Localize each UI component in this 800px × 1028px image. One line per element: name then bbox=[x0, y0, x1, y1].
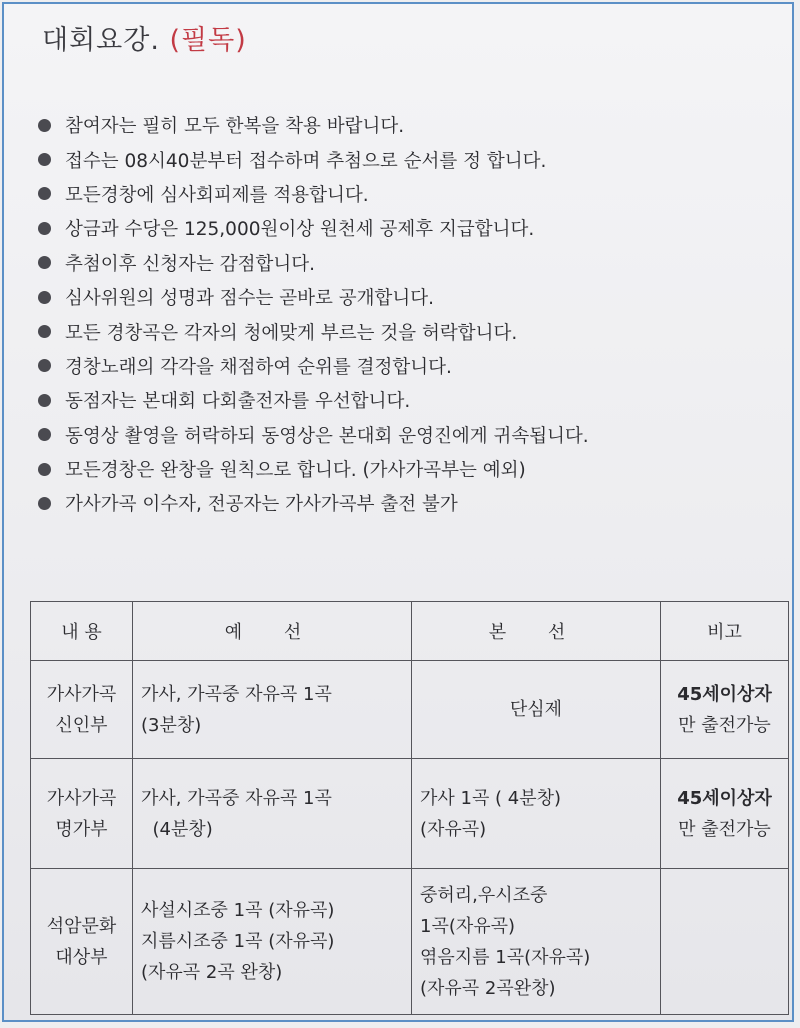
prelim-cell bbox=[133, 869, 412, 1015]
final-line: 중허리,우시조중 bbox=[420, 884, 548, 906]
final-line: 1곡(자유곡) bbox=[420, 915, 516, 937]
rule-text: 동점자는 본대회 다회출전자를 우선합니다. bbox=[65, 391, 411, 413]
final-line: (자유곡 2곡완창) bbox=[420, 977, 556, 999]
rule-text: 모든경창은 완창을 원칙으로 합니다. (가사가곡부는 예외) bbox=[65, 460, 526, 482]
rule-item bbox=[38, 349, 778, 383]
table-row bbox=[31, 759, 789, 869]
prelim-line: (자유곡 2곡 완창) bbox=[141, 962, 283, 983]
rule-item bbox=[38, 142, 778, 176]
category-line: 명가부 bbox=[55, 818, 108, 840]
rule-text: 동영상 촬영을 허락하되 동영상은 본대회 운영진에게 귀속됩니다. bbox=[65, 425, 589, 447]
category-line: 신인부 bbox=[55, 714, 108, 736]
category-line: 가사가곡 bbox=[46, 683, 117, 705]
note-line: 45세이상자 bbox=[677, 683, 772, 705]
bullet-dot-icon bbox=[38, 497, 51, 510]
note-line: 만 출전가능 bbox=[678, 818, 771, 840]
rule-text: 추첨이후 신청자는 감점합니다. bbox=[65, 253, 315, 275]
header-prelim: 예 선 bbox=[133, 602, 412, 661]
final-cell bbox=[412, 869, 661, 1015]
final-cell bbox=[412, 661, 661, 759]
table-header-row bbox=[31, 602, 789, 661]
bullet-dot-icon bbox=[38, 359, 51, 372]
final-line: 엮음지름 1곡(자유곡) bbox=[420, 946, 591, 968]
final-line: 단심제 bbox=[509, 699, 563, 720]
rule-item bbox=[38, 280, 778, 314]
final-line: 가사 1곡 ( 4분창) bbox=[420, 787, 562, 809]
note-cell bbox=[661, 759, 789, 869]
bullet-dot-icon bbox=[38, 222, 51, 235]
rules-list bbox=[38, 108, 778, 521]
header-final: 본 선 bbox=[412, 602, 661, 661]
rule-text: 모든 경창곡은 각자의 청에맞게 부르는 것을 허락합니다. bbox=[65, 322, 518, 344]
table-row bbox=[31, 869, 789, 1015]
header-note: 비고 bbox=[661, 602, 789, 661]
bullet-dot-icon bbox=[38, 119, 51, 132]
bullet-dot-icon bbox=[38, 153, 51, 166]
category-cell bbox=[31, 869, 133, 1015]
note-line: 만 출전가능 bbox=[678, 714, 771, 736]
rule-item bbox=[38, 452, 778, 486]
rule-item bbox=[38, 418, 778, 452]
rule-item bbox=[38, 246, 778, 280]
rule-text: 경창노래의 각각을 채점하여 순위를 결정합니다. bbox=[65, 356, 452, 378]
prelim-cell bbox=[133, 759, 412, 869]
prelim-cell bbox=[133, 661, 412, 759]
page-title bbox=[42, 18, 247, 57]
title-main: 대회요강. bbox=[42, 25, 160, 56]
table-row bbox=[31, 661, 789, 759]
rule-text: 모든경창에 심사회피제를 적용합니다. bbox=[65, 184, 369, 206]
rule-text: 접수는 08시40분부터 접수하며 추첨으로 순서를 정 합니다. bbox=[65, 150, 547, 172]
prelim-line: 사설시조중 1곡 (자유곡) bbox=[141, 900, 335, 921]
bullet-dot-icon bbox=[38, 256, 51, 269]
rule-item bbox=[38, 314, 778, 348]
bullet-dot-icon bbox=[38, 291, 51, 304]
rule-item bbox=[38, 383, 778, 417]
rule-item bbox=[38, 211, 778, 245]
rule-text: 참여자는 필히 모두 한복을 착용 바랍니다. bbox=[65, 116, 405, 138]
bullet-dot-icon bbox=[38, 463, 51, 476]
bullet-dot-icon bbox=[38, 325, 51, 338]
prelim-line: 지름시조중 1곡 (자유곡) bbox=[141, 931, 335, 952]
final-cell bbox=[412, 759, 661, 869]
prelim-line: (4분창) bbox=[141, 818, 213, 840]
rule-text: 상금과 수당은 125,000원이상 원천세 공제후 지급합니다. bbox=[65, 219, 535, 241]
bullet-dot-icon bbox=[38, 394, 51, 407]
category-cell bbox=[31, 661, 133, 759]
bullet-dot-icon bbox=[38, 428, 51, 441]
rule-item bbox=[38, 486, 778, 520]
competition-table bbox=[30, 601, 789, 1015]
category-cell bbox=[31, 759, 133, 869]
note-cell bbox=[661, 869, 789, 1015]
rule-text: 심사위원의 성명과 점수는 곧바로 공개합니다. bbox=[65, 288, 434, 310]
final-line: (자유곡) bbox=[420, 818, 487, 840]
rule-text: 가사가곡 이수자, 전공자는 가사가곡부 출전 불가 bbox=[65, 494, 458, 516]
rule-item bbox=[38, 177, 778, 211]
category-line: 석암문화 bbox=[46, 915, 117, 937]
bullet-dot-icon bbox=[38, 187, 51, 200]
header-content: 내 용 bbox=[31, 602, 133, 661]
prelim-line: 가사, 가곡중 자유곡 1곡 bbox=[141, 683, 332, 705]
note-line: 45세이상자 bbox=[677, 787, 772, 809]
rule-item bbox=[38, 108, 778, 142]
category-line: 가사가곡 bbox=[46, 787, 117, 809]
category-line: 대상부 bbox=[55, 946, 108, 968]
prelim-line: 가사, 가곡중 자유곡 1곡 bbox=[141, 787, 332, 809]
prelim-line: (3분창) bbox=[141, 714, 202, 736]
document-frame bbox=[2, 2, 794, 1022]
note-cell bbox=[661, 661, 789, 759]
title-note: (필독) bbox=[169, 25, 247, 56]
